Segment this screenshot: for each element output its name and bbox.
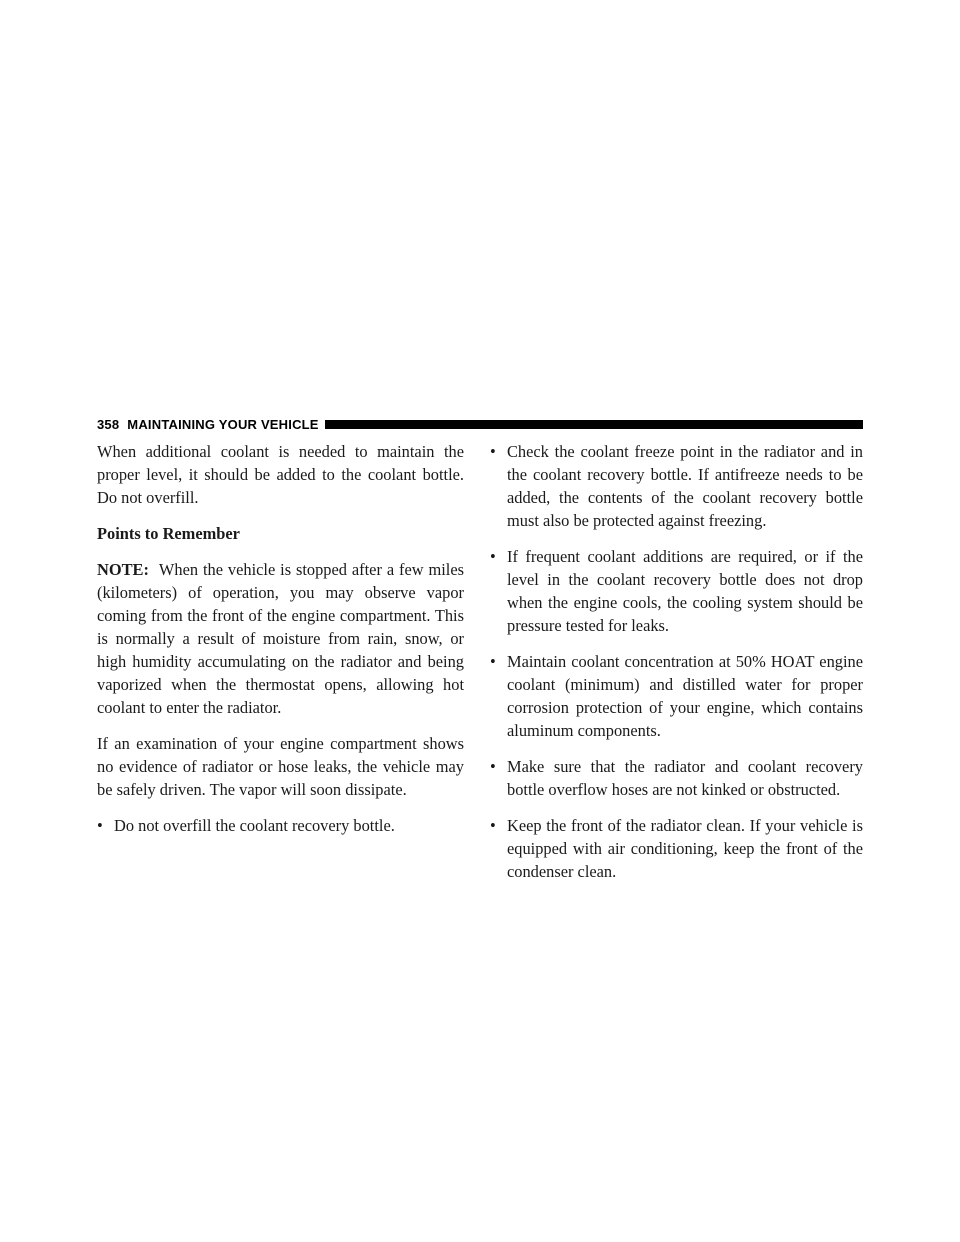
list-item-text: Maintain coolant concentration at 50% HOAT engine coolant (minimum) and distilled water for proper corrosion protection of your engine, which contains aluminum components.	[507, 652, 863, 740]
list-item	[490, 650, 863, 742]
right-bullet-list	[490, 440, 863, 883]
list-item	[490, 755, 863, 801]
list-item-text: Do not overfill the coolant recovery bottle.	[114, 816, 395, 835]
page-header	[97, 416, 863, 432]
left-column	[97, 440, 464, 850]
bullet-icon: •	[97, 816, 103, 835]
left-bullet-list	[97, 814, 464, 837]
bullet-icon: •	[490, 652, 496, 671]
note-paragraph	[97, 558, 464, 719]
vapor-paragraph: If an examination of your engine compartment shows no evidence of radiator or hose leaks, the vehicle may be safely driven. The vapor will soon dissipate.	[97, 734, 464, 799]
coolant-paragraph: When additional coolant is needed to maintain the proper level, it should be added to the coolant bottle. Do not overfill.	[97, 442, 464, 507]
section-title: MAINTAINING YOUR VEHICLE	[127, 416, 319, 432]
right-column	[490, 440, 863, 896]
note-text: When the vehicle is stopped after a few miles (kilometers) of operation, you may observe vapor coming from the front of the engine compartment. This is normally a result of moisture from rain, snow, or high humidity accumulating on the radiator and being vaporized when the thermostat opens, allowing hot coolant to enter the radiator.	[97, 560, 464, 717]
points-to-remember-heading: Points to Remember	[97, 524, 240, 543]
bullet-icon: •	[490, 816, 496, 835]
note-label: NOTE:	[97, 560, 149, 579]
list-item	[490, 440, 863, 532]
list-item-text: Check the coolant freeze point in the radiator and in the coolant recovery bottle. If antifreeze needs to be added, the contents of the coolant recovery bottle must also be protected against freezing.	[507, 442, 863, 530]
list-item	[490, 814, 863, 883]
bullet-icon: •	[490, 757, 496, 776]
bullet-icon: •	[490, 547, 496, 566]
page-number: 358	[97, 416, 120, 432]
list-item	[97, 814, 464, 837]
list-item	[490, 545, 863, 637]
list-item-text: Make sure that the radiator and coolant recovery bottle overflow hoses are not kinked or obstructed.	[507, 757, 863, 799]
list-item-text: Keep the front of the radiator clean. If your vehicle is equipped with air conditioning, keep the front of the condenser clean.	[507, 816, 863, 881]
bullet-icon: •	[490, 442, 496, 461]
list-item-text: If frequent coolant additions are required, or if the level in the coolant recovery bottle does not drop when the engine cools, the cooling system should be pressure tested for leaks.	[507, 547, 863, 635]
header-rule	[325, 420, 863, 429]
